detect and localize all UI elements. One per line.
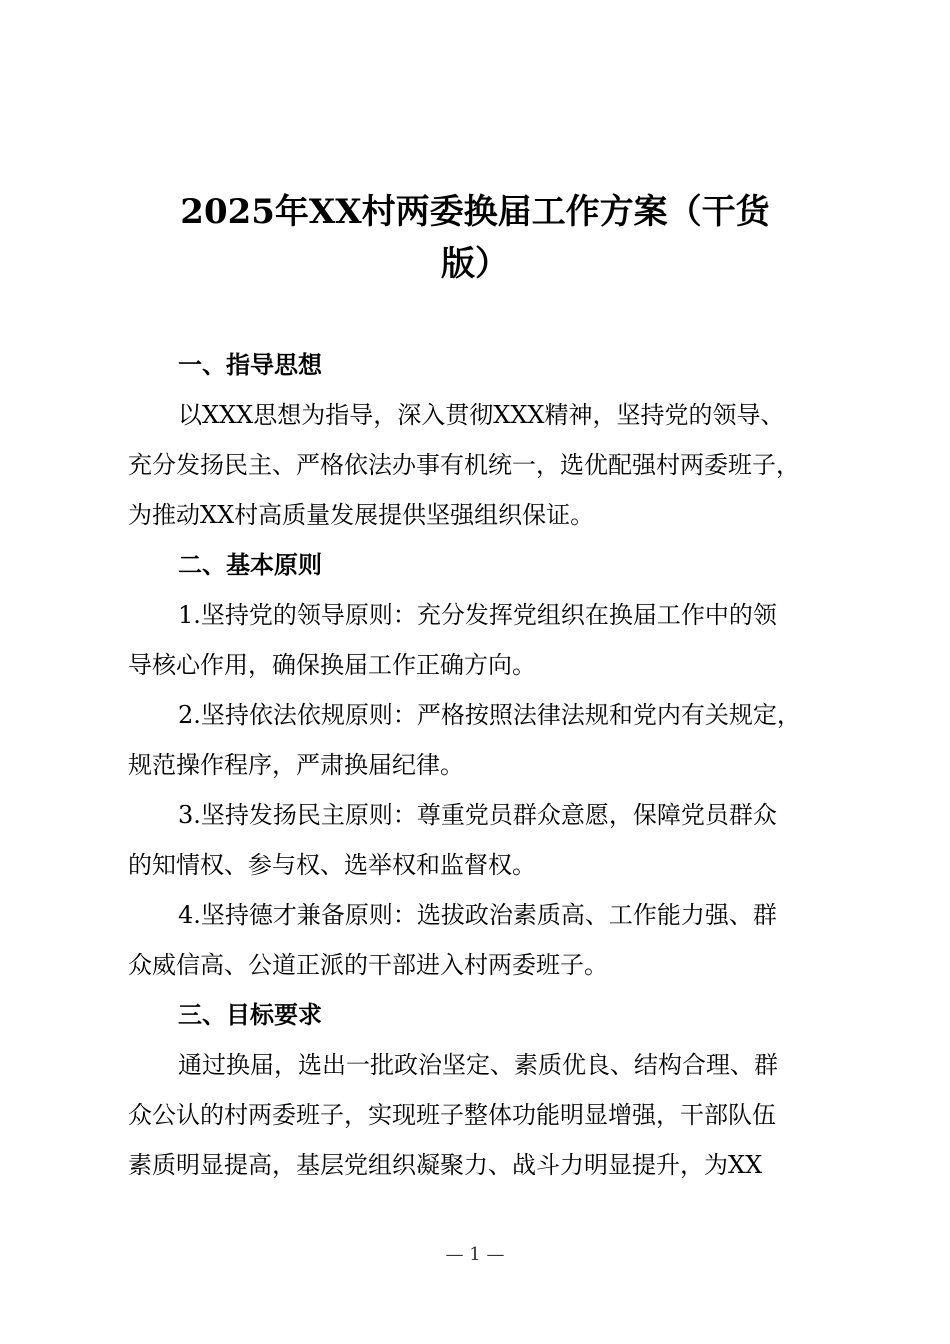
document-body xyxy=(128,340,828,1190)
section-heading-basic-principles: 二、基本原则 xyxy=(178,551,322,579)
principle-item-4: 4.坚持德才兼备原则：选拔政治素质高、工作能力强、群 xyxy=(178,901,777,929)
principle-item-2: 2.坚持依法依规原则：严格按照法律法规和党内有关规定， xyxy=(178,701,801,729)
section-heading-objectives: 三、目标要求 xyxy=(178,1001,322,1029)
section-heading-guiding-ideology: 一、指导思想 xyxy=(178,351,322,379)
paragraph-line: 为推动XX村高质量发展提供坚强组织保证。 xyxy=(128,501,595,529)
document-title xyxy=(128,186,822,290)
paragraph-line: 素质明显提高，基层党组织凝聚力、战斗力明显提升，为XX xyxy=(128,1151,763,1179)
paragraph-line: 的知情权、参与权、选举权和监督权。 xyxy=(128,851,536,879)
principle-item-1: 1.坚持党的领导原则：充分发挥党组织在换届工作中的领 xyxy=(178,601,777,629)
paragraph-line: 通过换届，选出一批政治坚定、素质优良、结构合理、群 xyxy=(178,1051,778,1079)
page-number: — 1 — xyxy=(445,1244,505,1265)
paragraph-line: 导核心作用，确保换届工作正确方向。 xyxy=(128,651,536,679)
paragraph-line: 以XXX思想为指导，深入贯彻XXX精神，坚持党的领导、 xyxy=(178,401,785,429)
paragraph-line: 众公认的村两委班子，实现班子整体功能明显增强，干部队伍 xyxy=(128,1101,776,1129)
title-line-2: 版） xyxy=(441,244,509,284)
paragraph-line: 众威信高、公道正派的干部进入村两委班子。 xyxy=(128,951,608,979)
paragraph-line: 充分发扬民主、严格依法办事有机统一，选优配强村两委班子， xyxy=(128,451,800,479)
principle-item-3: 3.坚持发扬民主原则：尊重党员群众意愿，保障党员群众 xyxy=(178,801,777,829)
paragraph-line: 规范操作程序，严肃换届纪律。 xyxy=(128,751,464,779)
title-line-1: 2025年XX村两委换届工作方案（干货 xyxy=(180,192,770,232)
